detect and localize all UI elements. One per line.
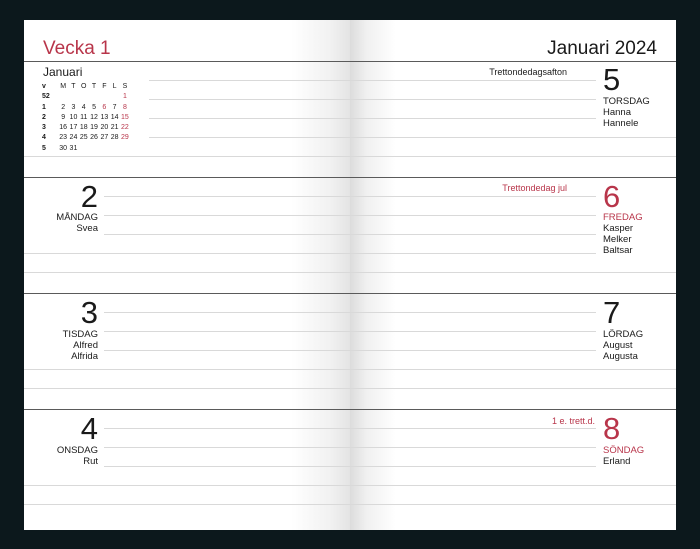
mini-calendar-day: 11 [80,113,88,121]
mini-calendar-day: 10 [69,113,78,121]
ruled-line [104,234,350,235]
mini-calendar-weekday: F [102,83,107,90]
mini-calendar-day-holiday: 15 [121,113,129,121]
ruled-line [24,156,350,157]
ruled-line [350,272,676,273]
ruled-line [104,331,350,332]
mini-calendar-day: 14 [110,113,119,121]
month-label: Januari 2024 [547,38,657,59]
mini-calendar-day: 19 [90,124,98,132]
day-number: 7 [603,295,621,330]
ruled-line [350,156,676,157]
mini-calendar-day: 18 [79,124,88,132]
name-day: Baltsar [603,245,633,256]
mini-calendar-day: 7 [112,103,117,111]
mini-calendar-week-header: v [42,83,46,90]
mini-calendar-day: 17 [69,124,78,132]
mini-calendar-day: 27 [100,134,109,142]
mini-calendar-day [109,144,119,154]
mini-calendar-day: 26 [90,134,98,142]
ruled-line [104,215,350,216]
ruled-line [350,331,596,332]
mini-calendar-day: 28 [110,134,119,142]
mini-calendar-day [89,92,99,102]
mini-calendar-day-holiday: 1 [122,93,127,101]
mini-calendar-day: 24 [69,134,78,142]
weekday-label: MÅNDAG [56,212,98,223]
ruled-line [350,137,676,138]
mini-calendar-day: 5 [92,103,96,111]
weekday-label: TORSDAG [603,96,650,107]
mini-calendar-weekday-sunday: S [122,83,128,90]
name-day: Erland [603,456,631,467]
name-day: Hannele [603,118,639,129]
mini-calendar-day: 20 [100,124,109,132]
mini-calendar-week-number: 52 [42,93,50,101]
day-number: 4 [80,411,98,446]
mini-calendar-week-number: 2 [42,113,46,121]
ruled-line [350,428,596,429]
ruled-line [149,137,350,138]
mini-calendar-day [89,144,99,154]
ruled-line [350,312,596,313]
mini-calendar-week-number: 1 [42,103,46,111]
mini-calendar-weekday: L [112,83,117,90]
ruled-line [350,350,596,351]
ruled-line [149,80,350,81]
name-day: August [603,340,633,351]
mini-calendar-week-number: 4 [42,134,46,142]
name-day: Hanna [603,107,631,118]
ruled-line [350,234,596,235]
ruled-line [104,196,350,197]
mini-calendar-day [79,92,89,102]
name-day: Melker [603,234,632,245]
mini-calendar-day [99,144,109,154]
mini-calendar-day [99,92,109,102]
ruled-line [350,118,596,119]
ruled-line [104,428,350,429]
mini-calendar-weekday: M [60,83,67,90]
day-number-holiday: 6 [603,179,621,214]
ruled-line [24,369,350,370]
mini-calendar-day-holiday: 6 [102,103,107,111]
ruled-line [104,312,350,313]
mini-calendar-day: 13 [100,113,109,121]
weekday-label-holiday: FREDAG [603,212,643,223]
mini-calendar-day-holiday [120,144,130,154]
mini-calendar-weekday: T [91,83,97,90]
week-label: Vecka 1 [43,38,111,59]
mini-calendar-day: 30 [59,144,68,152]
mini-calendar-day: 12 [90,113,98,121]
mini-calendar-week-number: 3 [42,124,46,132]
mini-calendar-day-holiday: 29 [121,134,129,142]
weekday-label: ONSDAG [56,445,98,456]
ruled-line [149,99,350,100]
ruled-line [149,118,350,119]
ruled-line [350,466,596,467]
ruled-line [350,99,596,100]
mini-calendar-day: 21 [110,124,119,132]
ruled-line [350,253,596,254]
mini-calendar-day-holiday: 22 [121,124,129,132]
holiday-note: Trettondedag jul [502,183,567,193]
ruled-line [104,447,350,448]
mini-calendar-weekday: O [81,83,87,90]
day-divider [24,177,350,178]
ruled-line [24,504,350,505]
mini-calendar-day: 23 [59,134,68,142]
mini-calendar-day [79,144,89,154]
ruled-line [350,215,596,216]
mini-calendar-day: 4 [81,103,86,111]
ruled-line [350,369,676,370]
ruled-line [350,196,596,197]
day-number-holiday: 8 [603,411,621,446]
ruled-line [350,485,676,486]
header-divider [350,61,676,62]
holiday-note: Trettondedagsafton [489,67,567,77]
day-divider [350,409,676,410]
mini-calendar-day: 3 [71,103,76,111]
mini-calendar-day: 2 [61,103,66,111]
day-divider [24,409,350,410]
name-day: Alfred [73,340,98,351]
mini-calendar-day-holiday: 8 [122,103,127,111]
day-number: 2 [80,179,98,214]
mini-calendar-day: 9 [61,113,66,121]
ruled-line [104,350,350,351]
ruled-line [350,447,596,448]
mini-calendar-day [58,92,68,102]
ruled-line [350,388,676,389]
weekday-label: LÖRDAG [603,329,644,340]
weekday-label: TISDAG [62,329,98,340]
name-day: Augusta [603,351,638,362]
ruled-line [104,466,350,467]
day-divider [350,177,676,178]
holiday-note: 1 e. trett.d. [551,416,595,426]
mini-calendar [42,82,130,154]
header-divider [24,61,350,62]
mini-calendar-month: Januari [43,65,83,79]
ruled-line [24,272,350,273]
left-page [24,20,350,530]
weekday-label-holiday: SÖNDAG [603,445,645,456]
right-page [350,20,676,530]
mini-calendar-day [109,92,119,102]
mini-calendar-day: 31 [69,144,78,152]
mini-calendar-weekday: T [71,83,76,90]
day-number: 5 [603,62,621,97]
ruled-line [350,80,596,81]
mini-calendar-day [68,92,78,102]
ruled-line [350,504,676,505]
mini-calendar-week-number: 5 [42,144,46,152]
name-day: Kasper [603,223,634,234]
mini-calendar-day: 16 [59,124,68,132]
name-day: Svea [76,223,98,234]
day-number: 3 [80,295,98,330]
ruled-line [24,253,350,254]
ruled-line [24,485,350,486]
day-divider [24,293,350,294]
day-divider [350,293,676,294]
ruled-line [24,388,350,389]
name-day: Rut [83,456,98,467]
mini-calendar-day: 25 [79,134,88,142]
name-day: Alfrida [71,351,98,362]
